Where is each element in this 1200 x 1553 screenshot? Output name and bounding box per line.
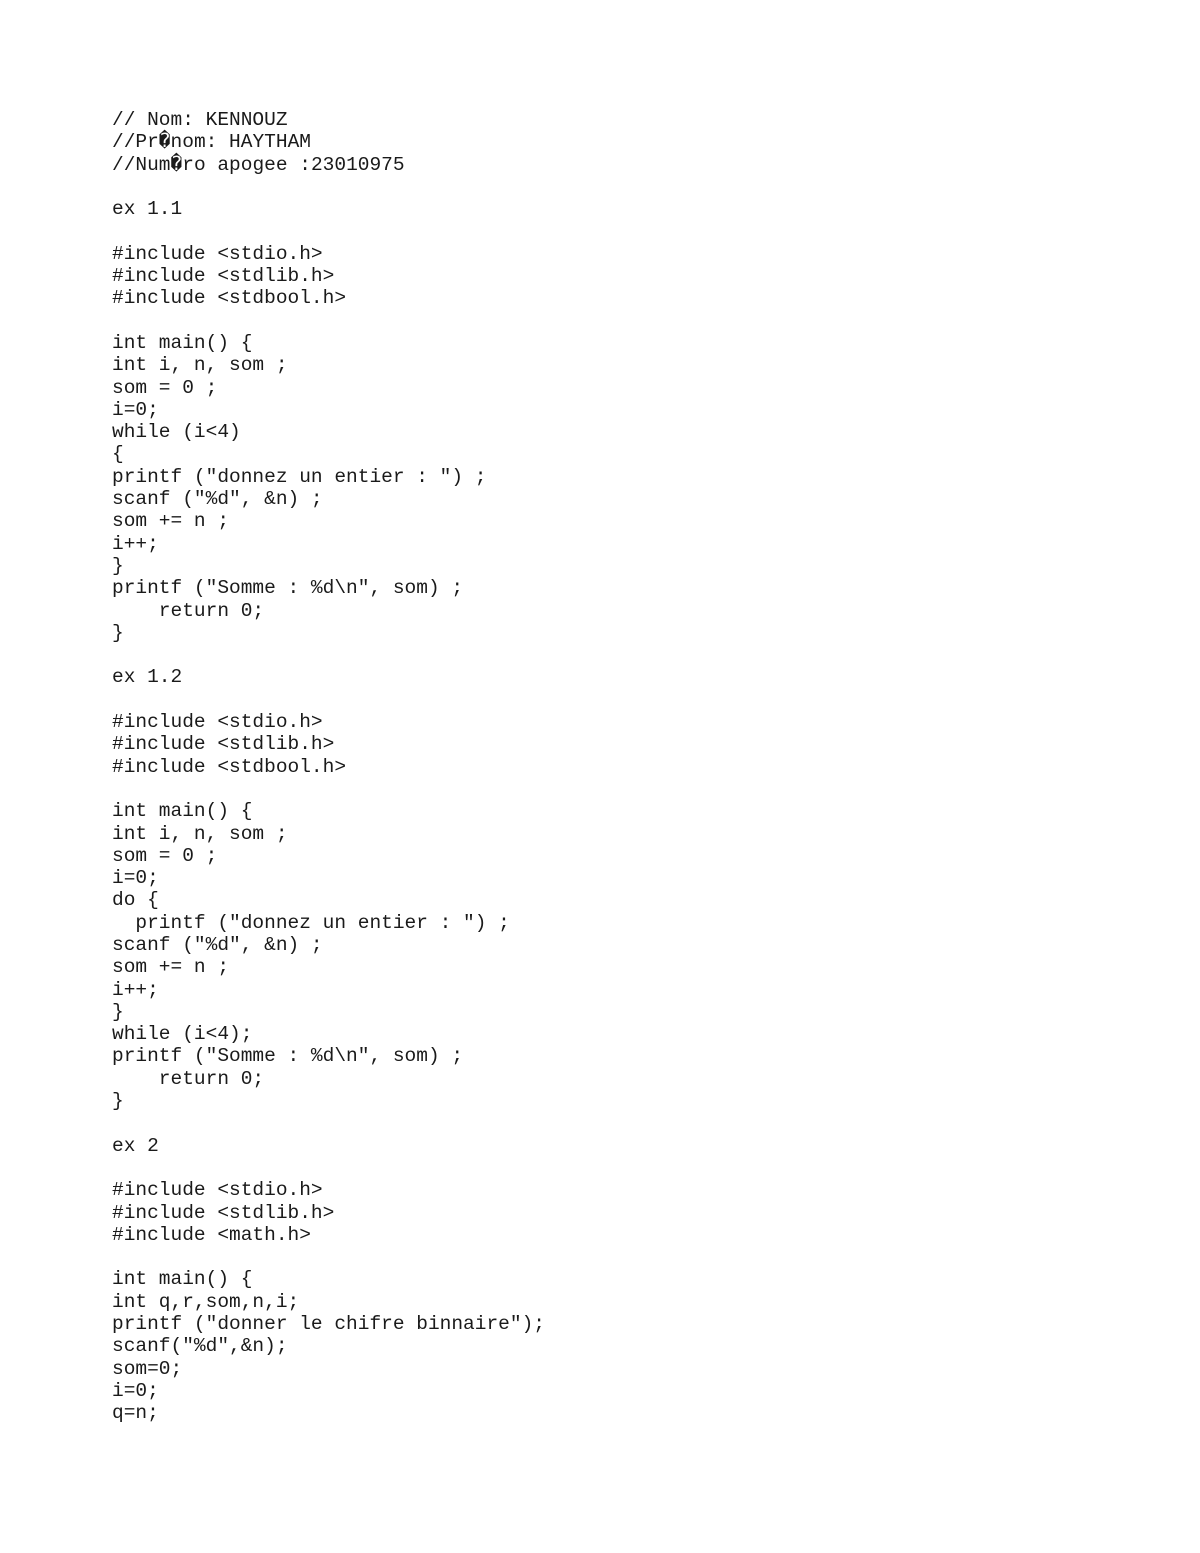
code-line: } — [112, 621, 124, 644]
code-line: #include <stdio.h> — [112, 1179, 323, 1202]
code-listing — [112, 109, 545, 1425]
code-line: return 0; — [112, 1067, 265, 1090]
code-line: int i, n, som ; — [112, 822, 288, 845]
code-line: #include <math.h> — [112, 1223, 311, 1246]
code-line: i=0; — [112, 1379, 159, 1402]
code-line: #include <stdlib.h> — [112, 265, 335, 288]
blank-line — [112, 778, 545, 800]
code-line: #include <stdlib.h> — [112, 733, 335, 756]
code-line: q=n; — [112, 1402, 159, 1425]
comment-line-firstname: //Pr�nom: HAYTHAM — [112, 131, 311, 154]
code-line: i++; — [112, 532, 159, 555]
blank-line — [112, 176, 545, 198]
code-line: #include <stdbool.h> — [112, 755, 347, 778]
code-line: som = 0 ; — [112, 844, 218, 867]
code-line: i=0; — [112, 867, 159, 890]
code-line: int i, n, som ; — [112, 354, 288, 377]
blank-line — [112, 1112, 545, 1134]
blank-line — [112, 310, 545, 332]
code-line: som += n ; — [112, 510, 230, 533]
code-line: int main() { — [112, 331, 253, 354]
code-line: } — [112, 554, 124, 577]
section-heading-ex-1-1: ex 1.1 — [112, 198, 183, 221]
blank-line — [112, 220, 545, 242]
code-line: scanf("%d",&n); — [112, 1335, 288, 1358]
blank-line — [112, 1157, 545, 1179]
code-line: while (i<4); — [112, 1023, 253, 1046]
code-line: int q,r,som,n,i; — [112, 1290, 300, 1313]
code-line: #include <stdio.h> — [112, 242, 323, 265]
code-line: } — [112, 1000, 124, 1023]
code-line: printf ("donner le chifre binnaire"); — [112, 1313, 545, 1336]
code-line: som = 0 ; — [112, 376, 218, 399]
code-line: i=0; — [112, 398, 159, 421]
code-line: return 0; — [112, 599, 265, 622]
code-line: printf ("Somme : %d\n", som) ; — [112, 1045, 464, 1068]
code-line: printf ("donnez un entier : ") ; — [112, 465, 487, 488]
code-line: { — [112, 443, 124, 466]
code-line: do { — [112, 889, 159, 912]
code-line: } — [112, 1090, 124, 1113]
blank-line — [112, 644, 545, 666]
section-heading-ex-1-2: ex 1.2 — [112, 666, 183, 689]
code-line: scanf ("%d", &n) ; — [112, 488, 323, 511]
code-line: printf ("Somme : %d\n", som) ; — [112, 577, 464, 600]
blank-line — [112, 1246, 545, 1268]
code-line: int main() { — [112, 1268, 253, 1291]
code-line: int main() { — [112, 800, 253, 823]
code-line: #include <stdio.h> — [112, 711, 323, 734]
code-line: som=0; — [112, 1357, 183, 1380]
blank-line — [112, 689, 545, 711]
code-line: #include <stdlib.h> — [112, 1201, 335, 1224]
code-line: #include <stdbool.h> — [112, 287, 347, 310]
section-heading-ex-2: ex 2 — [112, 1134, 159, 1157]
comment-line-name: // Nom: KENNOUZ — [112, 109, 288, 131]
code-line: som += n ; — [112, 956, 230, 979]
comment-line-apogee: //Num�ro apogee :23010975 — [112, 153, 405, 176]
code-line: scanf ("%d", &n) ; — [112, 933, 323, 956]
code-line: printf ("donnez un entier : ") ; — [112, 911, 510, 934]
code-line: i++; — [112, 978, 159, 1001]
code-line: while (i<4) — [112, 421, 241, 444]
